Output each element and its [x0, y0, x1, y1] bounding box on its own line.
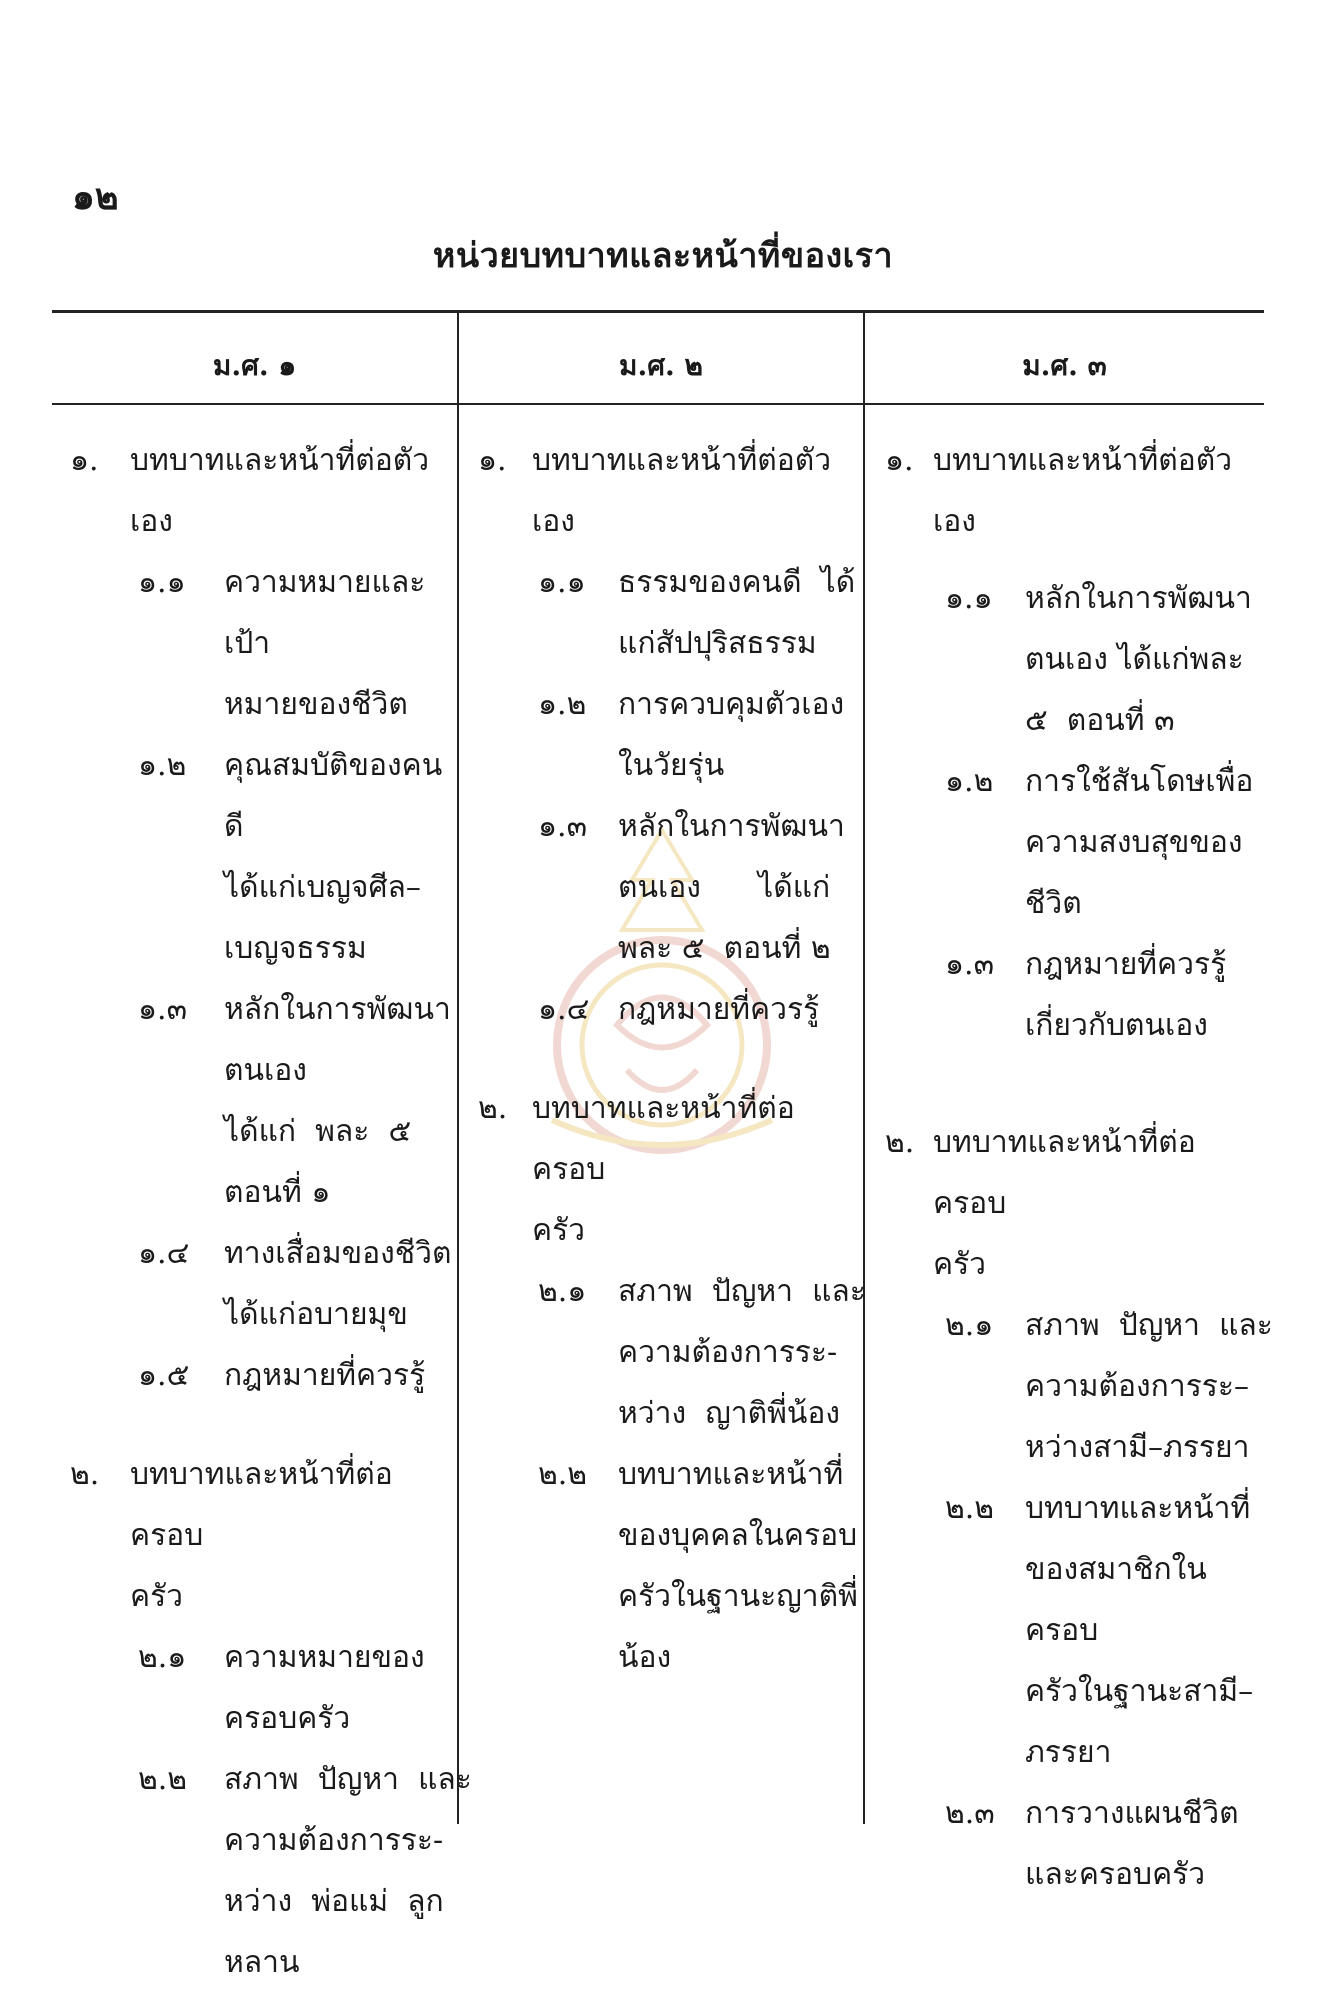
- column-header-ms3: ม.ศ. ๓: [1022, 349, 1107, 382]
- subtopic-title: [618, 552, 858, 674]
- topic-title: [532, 430, 858, 491]
- column-header-ms1: ม.ศ. ๑: [212, 349, 297, 382]
- topic-title: [532, 1078, 858, 1200]
- subtopic-title: [1025, 1783, 1263, 1905]
- subtopic-title: [224, 1223, 455, 1345]
- subtopic-line: ความหมายของ: [224, 1640, 425, 1675]
- subtopic-number: ๒.๒: [538, 1457, 588, 1492]
- topic-block: [70, 1444, 472, 1993]
- subtopic-line: ได้แก่อบายมุข: [224, 1297, 408, 1332]
- subtopic-number: ๑.๒: [538, 687, 587, 722]
- topic-title: [933, 1112, 1263, 1234]
- header-rule-1: [52, 403, 457, 405]
- subtopic-title: [618, 1444, 858, 1688]
- subtopic-line: ตอนที่ ๑: [224, 1175, 331, 1210]
- header-rule-3: [865, 403, 1264, 405]
- subtopic: [945, 1783, 1263, 1905]
- subtopic-line: แก่สัปปุริสธรรม: [618, 626, 817, 661]
- topic-block: [885, 1112, 1273, 1905]
- subtopic-number: ๑.๑: [538, 565, 586, 600]
- topic-number: ๑.: [478, 443, 507, 478]
- subtopic-number: ๑.๑: [945, 581, 993, 616]
- subtopic-number: ๑.๓: [538, 809, 588, 844]
- topic-number: ๒.: [478, 1091, 508, 1126]
- subtopic: [138, 1749, 472, 1993]
- subtopic-line: กฎหมายที่ควรรู้: [618, 992, 820, 1027]
- topic-title: [130, 430, 455, 552]
- topic-heading: [478, 430, 858, 491]
- subtopic-line: หว่าง พ่อแม่ ลูก: [224, 1884, 444, 1919]
- topic-block: [478, 1078, 866, 1688]
- subtopic-line: บทบาทและหน้าที่: [1025, 1491, 1251, 1526]
- subtopic-title: [1025, 751, 1263, 934]
- subtopic-line: หว่างสามี–ภรรยา: [1025, 1430, 1250, 1465]
- subtopic-line: ทางเสื่อมของชีวิต: [224, 1236, 452, 1271]
- subtopic: [538, 1261, 866, 1444]
- subtopic-line: ครัวในฐานะญาติพี่: [618, 1579, 858, 1614]
- subtopic-number: ๑.๑: [138, 565, 186, 600]
- subtopic-line: ครัวในฐานะสามี–: [1025, 1674, 1254, 1709]
- subtopic: [538, 1444, 858, 1688]
- column-ms1: [70, 430, 472, 1993]
- subtopic-line: น้อง: [618, 1640, 672, 1675]
- subtopic-title: [618, 796, 858, 979]
- subtopic-number: ๒.๒: [138, 1762, 188, 1797]
- subtopic-line: สภาพ ปัญหา และ: [618, 1274, 866, 1309]
- subtopic-line: หลักในการพัฒนา: [618, 809, 845, 844]
- topic-number: ๑.: [885, 443, 914, 478]
- subtopic-number: ๑.๔: [538, 992, 590, 1027]
- subtopic-line: หว่าง ญาติพี่น้อง: [618, 1396, 841, 1431]
- subtopic-title: [224, 735, 455, 979]
- subtopic-line: คุณสมบัติของคนดี: [224, 748, 443, 844]
- subtopic-number: ๒.๑: [138, 1640, 187, 1675]
- topic-heading: [70, 1444, 455, 1566]
- column-divider-1: [457, 312, 459, 1824]
- subtopic-line: ได้แก่ พละ ๕: [224, 1114, 412, 1149]
- topic-block: [885, 430, 1263, 1056]
- subtopic-line: หลักในการพัฒนา: [1025, 581, 1252, 616]
- subtopic-title: [1025, 568, 1263, 751]
- subtopic: [945, 1295, 1273, 1478]
- column-ms3: [885, 430, 1273, 1905]
- header-rule-2: [459, 403, 863, 405]
- subtopic-line: สภาพ ปัญหา และ: [224, 1762, 472, 1797]
- subtopic-title: [618, 674, 858, 796]
- subtopic-line: ครอบครัว: [224, 1701, 351, 1736]
- subtopic-line: หลักในการพัฒนา: [224, 992, 451, 1027]
- subtopic-line: ความสงบสุขของ: [1025, 825, 1243, 860]
- table-top-rule: [52, 310, 1264, 313]
- topic-title-line: บทบาทและหน้าที่ต่อตัวเอง: [130, 443, 430, 539]
- subtopic: [945, 1478, 1263, 1783]
- topic-title-line: ครัว: [130, 1579, 184, 1614]
- subtopic-line: สภาพ ปัญหา และ: [1025, 1308, 1273, 1343]
- topic-title-line: ครัว: [933, 1247, 987, 1282]
- subtopic-line: ได้แก่เบญจศีล–: [224, 870, 421, 905]
- subtopic: [945, 751, 1263, 934]
- subtopic: [945, 568, 1263, 751]
- subtopic-line: ความต้องการระ–: [1025, 1369, 1250, 1404]
- subtopic: [538, 979, 858, 1040]
- topic-number: ๒.: [70, 1457, 100, 1492]
- subtopic-line: ตนเอง: [224, 1053, 307, 1088]
- subtopic: [538, 674, 858, 796]
- subtopic: [945, 934, 1263, 1056]
- subtopic: [138, 979, 455, 1223]
- subtopic-line: กฎหมายที่ควรรู้: [1025, 947, 1227, 982]
- topic-heading: [885, 1112, 1263, 1234]
- subtopic-line: ธรรมของคนดี ได้: [618, 565, 856, 600]
- subtopic-title: [224, 552, 455, 735]
- subtopic-number: ๒.๑: [538, 1274, 587, 1309]
- topic-title-line: ครัว: [532, 1213, 586, 1248]
- subtopic-number: ๑.๒: [138, 748, 187, 783]
- subtopic-line: ในวัยรุ่น: [618, 748, 725, 783]
- subtopic-line: การควบคุมตัวเอง: [618, 687, 845, 722]
- subtopic-line: การใช้สันโดษเพื่อ: [1025, 764, 1254, 799]
- subtopic: [138, 1345, 455, 1406]
- subtopic-number: ๒.๑: [945, 1308, 994, 1343]
- subtopic-line: ตนเอง ได้แก่พละ: [1025, 642, 1244, 677]
- topic-title-line: บทบาทและหน้าที่ต่อครอบ: [933, 1125, 1196, 1221]
- subtopic-title: [224, 1627, 455, 1749]
- subtopic: [138, 735, 455, 979]
- topic-title: [933, 430, 1263, 552]
- topic-title-line: บทบาทและหน้าที่ต่อครอบ: [532, 1091, 795, 1187]
- column-header-ms2: ม.ศ. ๒: [619, 349, 703, 382]
- topic-block: [70, 430, 455, 1406]
- subtopic-line: การวางแผนชีวิต: [1025, 1796, 1239, 1831]
- subtopic: [138, 1223, 455, 1345]
- subtopic-title: [224, 979, 455, 1223]
- topic-title-line: บทบาทและหน้าที่ต่อครอบ: [130, 1457, 393, 1553]
- subtopic-line: ความต้องการระ-: [224, 1823, 444, 1858]
- subtopic-line: หลาน: [224, 1945, 300, 1980]
- subtopic-line: บทบาทและหน้าที่: [618, 1457, 844, 1492]
- subtopic-line: ความหมายและเป้า: [224, 565, 426, 661]
- subtopic-title: [224, 1345, 455, 1406]
- subtopic-line: เบญจธรรม: [224, 931, 367, 966]
- subtopic: [538, 796, 858, 979]
- column-divider-2: [863, 312, 865, 1824]
- topic-title-line: บทบาทและหน้าที่ต่อตัว: [532, 443, 832, 478]
- subtopic-line: เกี่ยวกับตนเอง: [1025, 1008, 1208, 1043]
- topic-title-line: เอง: [532, 504, 575, 539]
- subtopic: [138, 552, 455, 735]
- subtopic-line: และครอบครัว: [1025, 1857, 1206, 1892]
- topic-number: ๒.: [885, 1125, 915, 1160]
- subtopic-number: ๑.๔: [138, 1236, 190, 1271]
- subtopic-line: ภรรยา: [1025, 1735, 1112, 1770]
- subtopic-title: [224, 1749, 472, 1993]
- topic-title-line: บทบาทและหน้าที่ต่อตัวเอง: [933, 443, 1233, 539]
- column-ms2: [478, 430, 866, 1688]
- subtopic-title: [618, 1261, 866, 1444]
- subtopic-line: กฎหมายที่ควรรู้: [224, 1358, 426, 1393]
- subtopic-number: ๒.๒: [945, 1491, 995, 1526]
- subtopic-line: ความต้องการระ-: [618, 1335, 838, 1370]
- page-number: ๑๒: [72, 176, 119, 218]
- subtopic-number: ๑.๓: [945, 947, 995, 982]
- topic-heading: [885, 430, 1263, 552]
- topic-title: [130, 1444, 455, 1566]
- subtopic-number: ๑.๕: [138, 1358, 190, 1393]
- subtopic-line: หมายของชีวิต: [224, 687, 408, 722]
- subtopic-line: ของสมาชิกในครอบ: [1025, 1552, 1207, 1648]
- subtopic-title: [618, 979, 858, 1040]
- subtopic-title: [1025, 934, 1263, 1056]
- subtopic-line: ชีวิต: [1025, 886, 1082, 921]
- subtopic-number: ๑.๓: [138, 992, 188, 1027]
- subtopic: [538, 552, 858, 674]
- subtopic-line: ๕ ตอนที่ ๓: [1025, 703, 1175, 738]
- subtopic-number: ๒.๓: [945, 1796, 995, 1831]
- subtopic-line: พละ ๕ ตอนที่ ๒: [618, 931, 831, 966]
- subtopic-line: ของบุคคลในครอบ: [618, 1518, 858, 1553]
- page-title: หน่วยบทบาทและหน้าที่ของเรา: [432, 236, 894, 276]
- subtopic-number: ๑.๒: [945, 764, 994, 799]
- subtopic-title: [1025, 1478, 1263, 1783]
- subtopic-title: [1025, 1295, 1273, 1478]
- topic-heading: [70, 430, 455, 552]
- topic-block: [478, 430, 858, 1040]
- subtopic-line: ตนเอง ได้แก่: [618, 870, 831, 905]
- topic-heading: [478, 1078, 858, 1200]
- subtopic: [138, 1627, 455, 1749]
- topic-number: ๑.: [70, 443, 99, 478]
